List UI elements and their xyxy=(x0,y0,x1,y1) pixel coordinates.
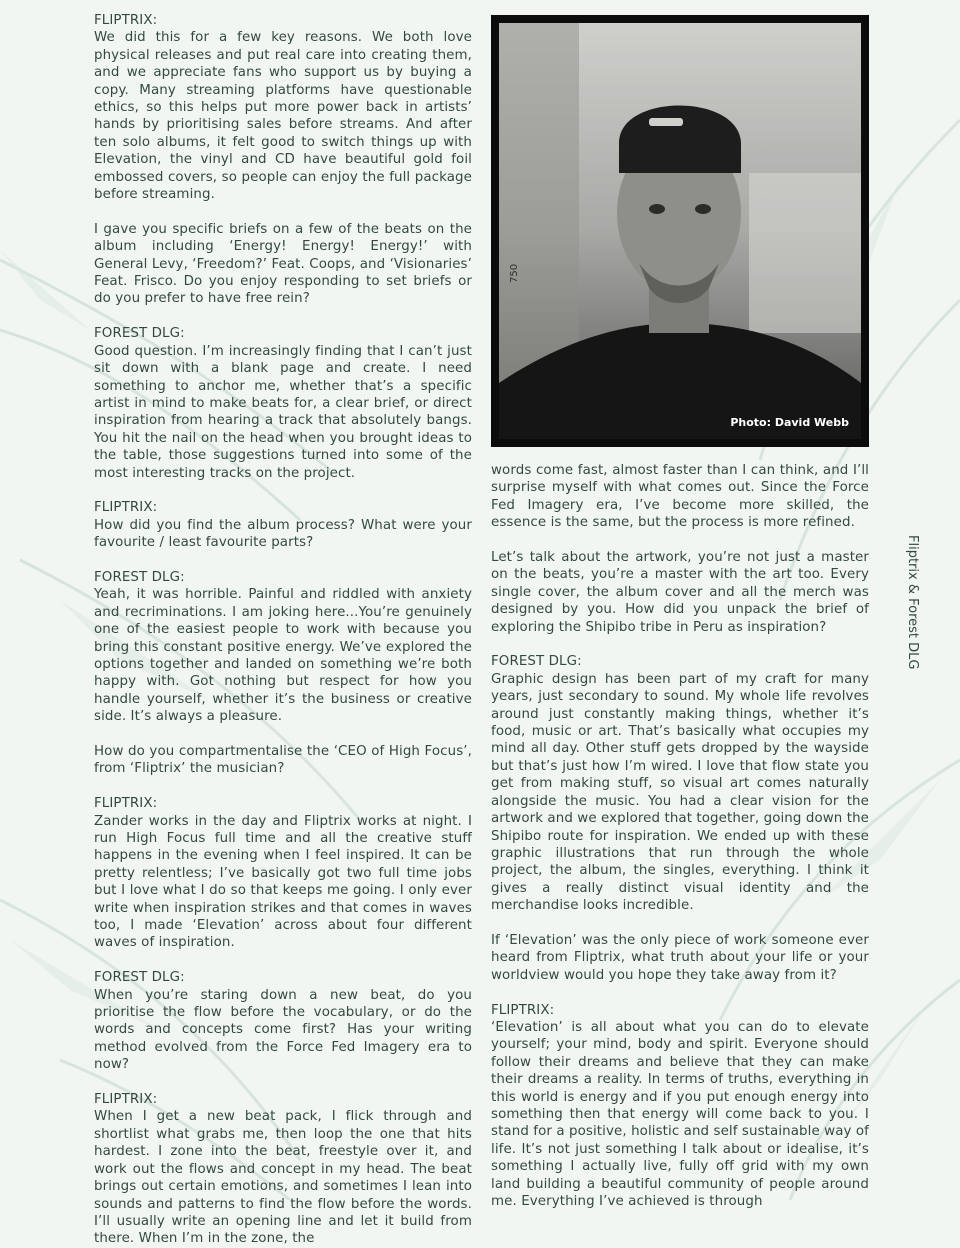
interview-paragraph xyxy=(94,12,472,203)
frame-number: 750 xyxy=(509,263,520,283)
interview-paragraph xyxy=(491,932,869,984)
speaker-label: FLIPTRIX: xyxy=(94,13,158,28)
right-text-column xyxy=(491,462,869,1210)
interview-paragraph xyxy=(94,499,472,551)
paragraph-text: Yeah, it was horrible. Painful and riddled with anxiety and recriminations. I am joking here...You’re genuinely one of the easiest people to work with because you bring this constant positive energy. We’ve explored the options together and landed on something we’re both happy with. Got nothing but respect for how you handle yourself, whether it’s the business or creative side. It’s always a pleasure. xyxy=(94,587,472,725)
speaker-label: FLIPTRIX: xyxy=(491,1002,555,1018)
portrait-photo xyxy=(499,23,861,439)
interview-paragraph xyxy=(491,653,869,914)
interview-paragraph xyxy=(94,1091,472,1248)
paragraph-text: If ‘Elevation’ was the only piece of work someone ever heard from Fliptrix, what truth about your life or your worldview would you hope they take away from it? xyxy=(491,932,869,983)
paragraph-text: When I get a new beat pack, I flick through and shortlist what grabs me, then loop the one that hits hardest. I zone into the beat, freestyle over it, and work out the flows and concept in my head. The beat brings out certain emotions, and sometimes I lean into sounds and patterns to find the flow before the words. I’ll usually write an opening line and let it build from there. When I’m in the zone, the xyxy=(94,1109,472,1247)
paragraph-text: ‘Elevation’ is all about what you can do to elevate yourself; your mind, body and spirit. Everyone should follow their dreams and believe that they can make their dreams a reality. In terms of truths, everything in this world is energy and if you put enough energy into something then that energy will come back to you. I stand for a positive, holistic and self sustainable way of life. It’s not just something I talk about or idealise, it’s something I actually live, fully off grid with my own land building a beautiful community of people around me. Everything I’ve achieved is through xyxy=(491,1019,869,1209)
portrait-photo-frame xyxy=(491,15,869,447)
photo-credit: Photo: David Webb xyxy=(730,416,849,429)
left-text-column xyxy=(94,12,472,1248)
interview-paragraph xyxy=(94,795,472,952)
paragraph-text: How did you find the album process? What were your favourite / least favourite parts? xyxy=(94,517,472,551)
paragraph-text: We did this for a few key reasons. We both love physical releases and put real care into creating them, and we appreciate fans who support us by buying a copy. Many streaming platforms have questionable ethics, so this helps put more power back in artists’ hands by prioritising sales before streams. And after ten solo albums, it felt good to switch things up with Elevation, the vinyl and CD have beautiful gold foil embossed covers, so people can enjoy the full package before streaming. xyxy=(94,30,472,203)
speaker-label: FOREST DLG: xyxy=(94,569,185,585)
paragraph-text: Zander works in the day and Fliptrix works at night. I run High Focus full time and all the creative stuff happens in the evening when I feel inspired. It can be pretty relentless; I’ve basically got two full time jobs but I love what I do so that keeps me going. I only ever write when inspiration strikes and that comes in waves too, I made ‘Elevation’ across about four different waves of inspiration. xyxy=(94,813,472,951)
interview-paragraph xyxy=(94,325,472,482)
interview-paragraph xyxy=(94,969,472,1073)
paragraph-text: words come fast, almost faster than I can think, and I’ll surprise myself with what comes out. Since the Force Fed Imagery era, I’ve become more skilled, the essence is the same, but the process is more refined. xyxy=(491,463,869,531)
sidebar-article-title xyxy=(905,535,935,670)
paragraph-text: Graphic design has been part of my craft for many years, just secondary to sound. My whole life revolves around just constantly making things, whether it’s food, music or art. That’s basically what occupies my mind all day. Other stuff gets dropped by the wayside but that’s just how I’m wired. I love that flow state you get from making stuff, so visual art comes naturally alongside the music. You had a clear vision for the artwork and we explored that together, going down the Shipibo route for inspiration. We ended up with these graphic illustrations that run through the whole project, the album, the singles, everything. I think it gives a really distinct visual identity and the merchandise looks incredible. xyxy=(491,671,870,914)
speaker-label: FLIPTRIX: xyxy=(94,500,158,516)
speaker-label: FLIPTRIX: xyxy=(94,796,158,812)
speaker-label: FOREST DLG: xyxy=(491,654,582,670)
paragraph-text: Let’s talk about the artwork, you’re not just a master on the beats, you’re a master with the art too. Every single cover, the album cover and all the merch was designed by you. How did you unpack the brief of exploring the Shipibo tribe in Peru as inspiration? xyxy=(491,550,869,635)
interview-paragraph xyxy=(491,462,869,532)
paragraph-text: When you’re staring down a new beat, do you prioritise the flow before the vocabulary, or do the words and concepts come first? Has your writing method evolved from the Force Fed Imagery era to now? xyxy=(94,987,472,1073)
interview-paragraph xyxy=(94,743,472,778)
interview-paragraph xyxy=(491,1002,869,1211)
sidebar-title-text: Fliptrix & Forest DLG xyxy=(905,535,920,670)
interview-paragraph xyxy=(94,221,472,308)
speaker-label: FOREST DLG: xyxy=(94,970,185,986)
paragraph-text: How do you compartmentalise the ‘CEO of High Focus’, from ‘Fliptrix’ the musician? xyxy=(94,743,472,777)
speaker-label: FOREST DLG: xyxy=(94,326,185,342)
interview-paragraph xyxy=(491,549,869,636)
paragraph-text: Good question. I’m increasingly finding that I can’t just sit down with a blank page and create. I need something to anchor me, whether that’s a specific artist in mind to make beats for, a clear brief, or direct inspiration from hearing a track that absolutely bangs. You hit the nail on the head when you brought ideas to the table, those suggestions turned into some of the most interesting tracks on the project. xyxy=(94,343,472,481)
paragraph-text: I gave you specific briefs on a few of the beats on the album including ‘Energy! Energy! Energy!’ with General Levy, ‘Freedom?’ Feat. Coops, and ‘Visionaries’ Feat. Frisco. Do you enjoy responding to set briefs or do you prefer to have free rein? xyxy=(94,221,472,307)
speaker-label: FLIPTRIX: xyxy=(94,1092,158,1108)
portrait-illustration xyxy=(499,23,861,439)
interview-paragraph xyxy=(94,569,472,726)
